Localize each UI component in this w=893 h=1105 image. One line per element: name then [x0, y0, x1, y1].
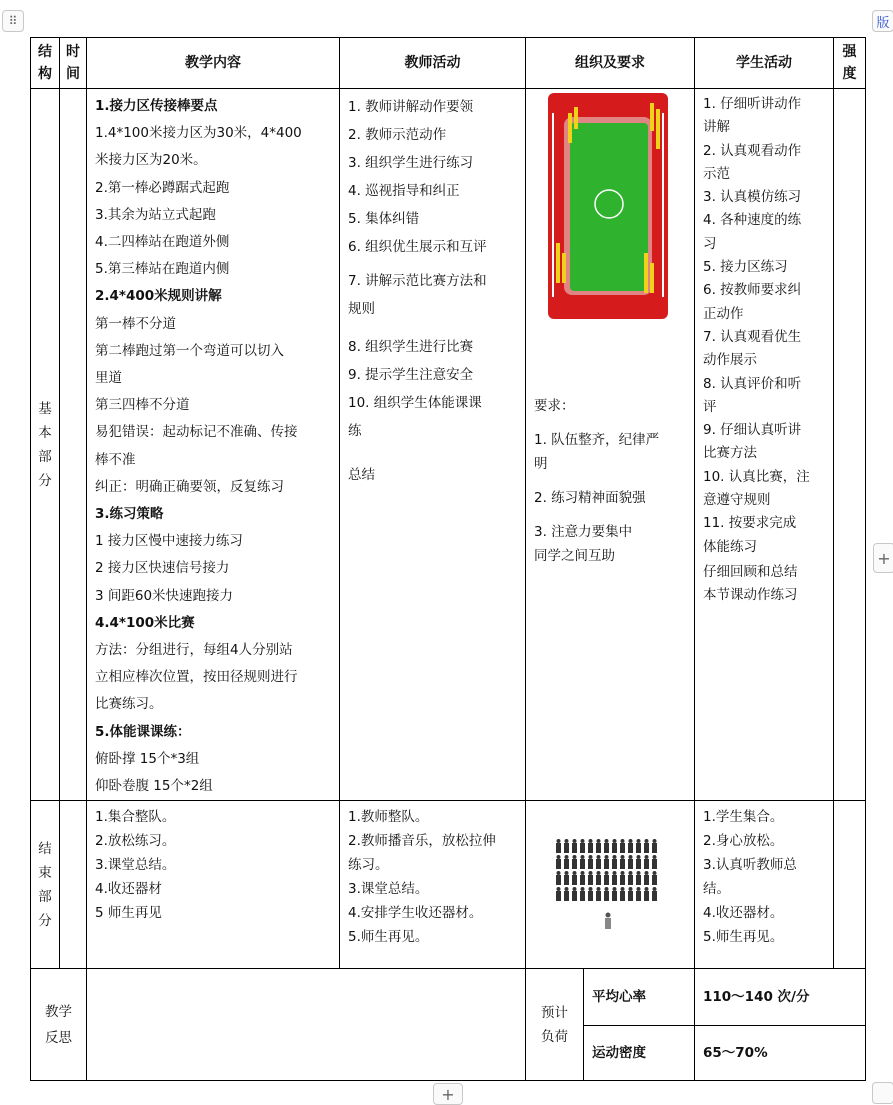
student-line: 本节课动作练习: [703, 587, 798, 604]
content-line: 仰卧卷腹 15个*2组: [95, 778, 213, 795]
basic-content: [87, 89, 340, 801]
content-line: 棒不准: [95, 451, 136, 468]
teacher-line: 4. 巡视指导和纠正: [348, 183, 460, 199]
students-formation-diagram: [552, 837, 662, 937]
ending-teacher-line: 练习。: [348, 857, 389, 874]
org-line: 要求：: [534, 398, 575, 414]
student-line: 7. 认真观看优生: [703, 328, 802, 345]
ending-student-line: 2.身心放松。: [703, 833, 784, 850]
ending-student-line: 1.学生集合。: [703, 809, 784, 826]
teacher-line: 3. 组织学生进行练习: [348, 155, 474, 171]
student-figure: [628, 855, 633, 869]
teacher-line: 10. 组织学生体能课课: [348, 395, 482, 411]
ending-label: 结束部分: [31, 801, 60, 969]
student-figure: [572, 839, 577, 853]
resize-handle-icon[interactable]: [872, 1082, 893, 1104]
student-figure: [564, 855, 569, 869]
student-figure: [580, 887, 585, 901]
ending-teacher-line: 5.师生再见。: [348, 929, 429, 946]
student-figure: [588, 887, 593, 901]
student-line: 6. 按教师要求纠: [703, 282, 802, 299]
student-figure: [556, 839, 561, 853]
content-line: 纠正：明确正确要领，反复练习: [95, 478, 284, 495]
teacher-line: 规则: [348, 301, 375, 317]
density-value: 65～70%: [695, 1026, 866, 1081]
ending-time: [60, 801, 87, 969]
ending-content-line: 3.课堂总结。: [95, 857, 176, 874]
student-figure: [612, 871, 617, 885]
student-figure: [564, 887, 569, 901]
student-figure: [588, 839, 593, 853]
add-column-button[interactable]: +: [873, 543, 893, 573]
teacher-line: 5. 集体纠错: [348, 211, 420, 227]
student-figure: [612, 839, 617, 853]
teacher-figure: [605, 913, 611, 930]
content-line: 4.4*100米比赛: [95, 614, 195, 631]
org-line: 1. 队伍整齐，纪律严: [534, 432, 660, 448]
student-figure: [644, 871, 649, 885]
content-line: 4.二四棒站在跑道外侧: [95, 234, 230, 251]
content-line: 1 接力区慢中速接力练习: [95, 533, 243, 550]
student-line: 评: [703, 398, 717, 415]
student-figure: [596, 871, 601, 885]
student-figure: [636, 887, 641, 901]
ending-teacher-line: 2.教师播音乐，放松拉伸: [348, 833, 496, 850]
student-line: 正动作: [703, 305, 744, 322]
student-line: 5. 接力区练习: [703, 259, 788, 276]
student-figure: [564, 839, 569, 853]
ending-org: [526, 801, 695, 969]
student-figure: [556, 855, 561, 869]
header-teacher: 教师活动: [340, 38, 526, 89]
basic-time: [60, 89, 87, 801]
layout-icon[interactable]: 版: [872, 10, 893, 32]
student-figure: [556, 887, 561, 901]
student-figure: [636, 855, 641, 869]
org-line: 明: [534, 456, 548, 472]
header-content: 教学内容: [87, 38, 340, 89]
heart-rate-label: 平均心率: [584, 969, 695, 1026]
student-figure: [612, 855, 617, 869]
header-structure: 结构: [31, 38, 60, 89]
ending-student: [695, 801, 834, 969]
content-line: 第三四棒不分道: [95, 397, 190, 414]
student-figure: [572, 871, 577, 885]
student-figure: [604, 839, 609, 853]
track-field-diagram: [546, 93, 670, 319]
student-line: 讲解: [703, 119, 730, 136]
student-line: 比赛方法: [703, 445, 757, 462]
ending-student-line: 4.收还器材。: [703, 905, 784, 922]
content-line: 里道: [95, 370, 122, 387]
header-time: 时间: [60, 38, 87, 89]
teacher-line: 练: [348, 423, 362, 439]
ending-content-line: 1.集合整队。: [95, 809, 176, 826]
student-figure: [556, 871, 561, 885]
reflection-content: [87, 969, 526, 1081]
content-line: 方法：分组进行，每组4人分别站: [95, 642, 293, 659]
ending-teacher-line: 1.教师整队。: [348, 809, 429, 826]
content-line: 3.其余为站立式起跑: [95, 206, 216, 223]
ending-teacher: [340, 801, 526, 969]
teacher-line: 9. 提示学生注意安全: [348, 367, 474, 383]
ending-row: [31, 801, 866, 969]
ending-content: [87, 801, 340, 969]
student-figure: [604, 855, 609, 869]
student-line: 2. 认真观看动作: [703, 142, 802, 159]
ending-content-line: 5 师生再见: [95, 905, 162, 922]
content-line: 俯卧撑 15个*3组: [95, 750, 200, 767]
reflection-label: 教学反思: [31, 969, 87, 1081]
content-line: 3.练习策略: [95, 506, 164, 523]
student-line: 动作展示: [703, 352, 757, 369]
ending-intensity: [834, 801, 866, 969]
teacher-line: 8. 组织学生进行比赛: [348, 339, 474, 355]
density-label: 运动密度: [584, 1026, 695, 1081]
student-figure: [652, 871, 657, 885]
basic-row: [31, 89, 866, 801]
student-line: 11. 按要求完成: [703, 515, 797, 532]
student-figure: [572, 887, 577, 901]
basic-intensity: [834, 89, 866, 801]
student-figure: [652, 855, 657, 869]
content-line: 5.体能课课练：: [95, 723, 191, 740]
student-figure: [652, 887, 657, 901]
teacher-line: 7. 讲解示范比赛方法和: [348, 273, 487, 289]
student-figure: [604, 887, 609, 901]
content-line: 米接力区为20米。: [95, 152, 207, 169]
student-line: 意遵守规则: [703, 492, 771, 509]
student-line: 体能练习: [703, 538, 757, 555]
ending-student-line: 结。: [703, 881, 730, 898]
teacher-line: 1. 教师讲解动作要领: [348, 99, 474, 115]
ending-teacher-line: 4.安排学生收还器材。: [348, 905, 483, 922]
teacher-line: 2. 教师示范动作: [348, 127, 447, 143]
teacher-line: 总结: [348, 467, 375, 483]
org-line: 同学之间互助: [534, 548, 615, 564]
student-figure: [612, 887, 617, 901]
student-figure: [596, 839, 601, 853]
add-row-button[interactable]: +: [433, 1083, 463, 1105]
heart-rate-value: 110～140 次/分: [695, 969, 866, 1026]
content-line: 2.第一棒必蹲踞式起跑: [95, 179, 230, 196]
student-figure: [564, 871, 569, 885]
student-line: 3. 认真模仿练习: [703, 189, 802, 206]
student-figure: [628, 839, 633, 853]
content-line: 2 接力区快速信号接力: [95, 560, 230, 577]
header-student: 学生活动: [695, 38, 834, 89]
student-figure: [596, 887, 601, 901]
header-row: [31, 38, 866, 89]
student-line: 8. 认真评价和听: [703, 375, 802, 392]
student-line: 仔细回顾和总结: [703, 563, 798, 580]
teacher-line: 6. 组织优生展示和互评: [348, 239, 487, 255]
student-line: 1. 仔细听讲动作: [703, 96, 802, 112]
student-figure: [580, 871, 585, 885]
content-line: 2.4*400米规则讲解: [95, 288, 222, 305]
student-figure: [628, 871, 633, 885]
basic-teacher: [340, 89, 526, 801]
header-org: 组织及要求: [526, 38, 695, 89]
ending-teacher-line: 3.课堂总结。: [348, 881, 429, 898]
student-figure: [620, 871, 625, 885]
ending-content-line: 2.放松练习。: [95, 833, 176, 850]
student-figure: [588, 871, 593, 885]
lesson-plan-table: [30, 37, 866, 1081]
content-line: 1.接力区传接棒要点: [95, 98, 218, 114]
org-line: 2. 练习精神面貌强: [534, 490, 646, 506]
student-figure: [644, 839, 649, 853]
student-line: 示范: [703, 165, 730, 182]
student-figure: [620, 887, 625, 901]
student-figure: [588, 855, 593, 869]
ending-content-line: 4.收还器材: [95, 881, 162, 898]
student-figure: [620, 855, 625, 869]
student-figure: [628, 887, 633, 901]
student-figure: [580, 839, 585, 853]
ending-student-line: 3.认真听教师总: [703, 857, 797, 874]
student-figure: [572, 855, 577, 869]
basic-label: 基本部分: [31, 89, 60, 801]
student-line: 10. 认真比赛，注: [703, 468, 810, 485]
student-figure: [644, 887, 649, 901]
student-figure: [652, 839, 657, 853]
student-line: 习: [703, 235, 717, 252]
table-handle-icon[interactable]: ⠿: [2, 10, 24, 32]
content-line: 3 间距60米快速跑接力: [95, 587, 234, 604]
student-figure: [580, 855, 585, 869]
org-line: 3. 注意力要集中: [534, 524, 633, 540]
header-intensity: 强度: [834, 38, 866, 89]
student-figure: [620, 839, 625, 853]
basic-org: [526, 89, 695, 801]
student-figure: [636, 871, 641, 885]
content-line: 第二棒跑过第一个弯道可以切入: [95, 342, 284, 359]
student-figure: [596, 855, 601, 869]
basic-student: [695, 89, 834, 801]
content-line: 立相应棒次位置，按田径规则进行: [95, 669, 298, 686]
student-figure: [636, 839, 641, 853]
content-line: 5.第三棒站在跑道内侧: [95, 261, 230, 278]
student-line: 9. 仔细认真听讲: [703, 422, 802, 439]
content-line: 1.4*100米接力区为30米，4*400: [95, 125, 302, 142]
content-line: 比赛练习。: [95, 696, 163, 713]
student-figure: [604, 871, 609, 885]
student-figure: [644, 855, 649, 869]
student-line: 4. 各种速度的练: [703, 212, 802, 229]
content-line: 第一棒不分道: [95, 315, 176, 332]
load-label: 预计负荷: [526, 969, 584, 1081]
content-line: 易犯错误：起动标记不准确、传接: [95, 424, 298, 441]
ending-student-line: 5.师生再见。: [703, 929, 784, 946]
reflection-row-1: [31, 969, 866, 1026]
